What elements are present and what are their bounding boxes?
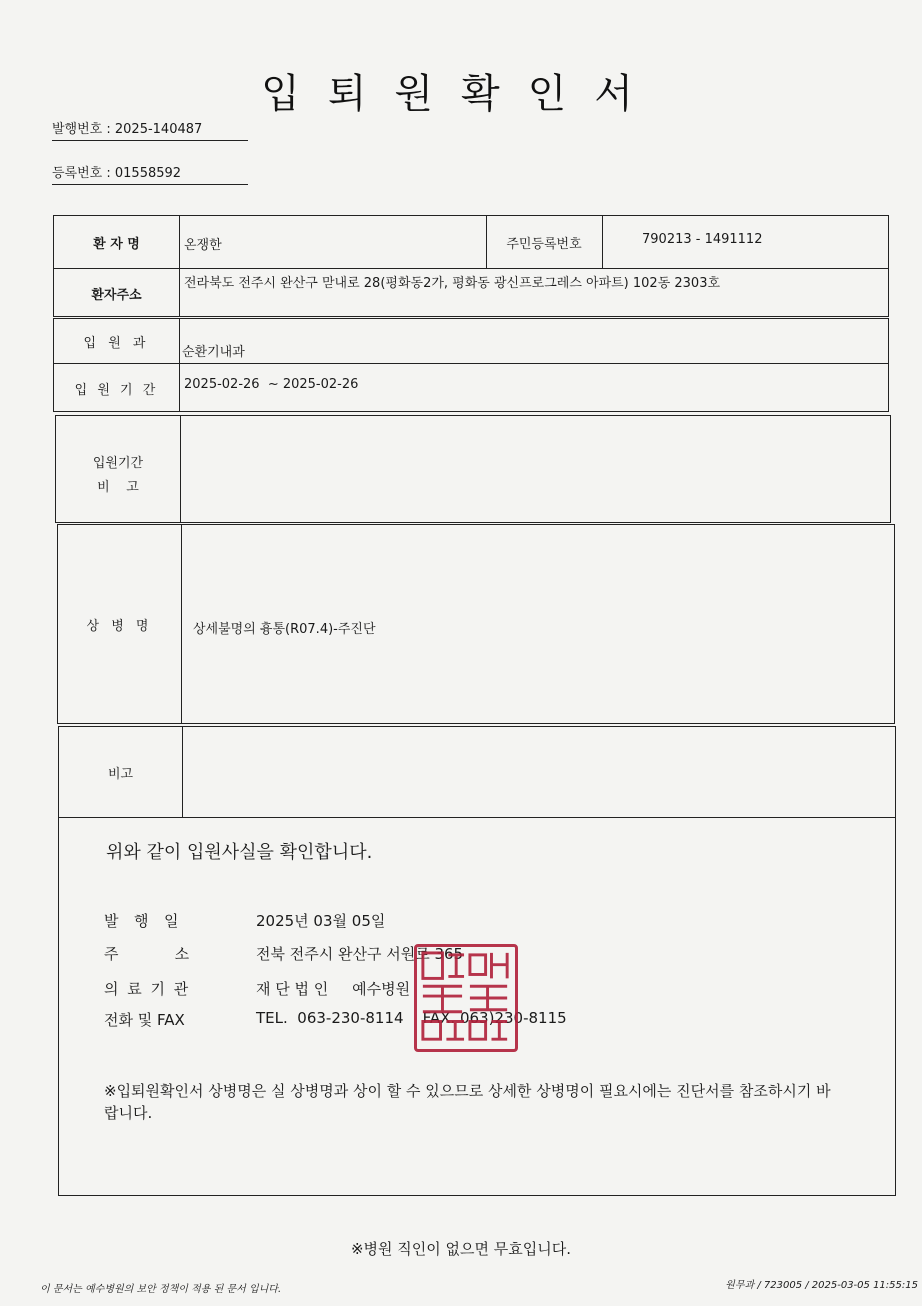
disclaimer-notice: ※입퇴원확인서 상병명은 실 상병명과 상이 할 수 있으므로 상세한 상병명이 필요시에는 진단서를 참조하시기 바랍니다. — [104, 1082, 831, 1122]
period-remarks-label-line2: 비 고 — [97, 480, 139, 495]
institution-label: 의 료 기 관 — [104, 980, 191, 998]
period-remarks-table — [55, 415, 891, 523]
institution-value: 재 단 법 인 예수병원 — [256, 980, 411, 998]
patient-name-label: 환 자 명 — [93, 236, 140, 252]
invalid-without-seal-notice: ※병원 직인이 없으면 무효입니다. — [350, 1240, 571, 1258]
period-remarks-label-line1: 입원기간 — [92, 456, 144, 471]
confirmation-statement: 위와 같이 입원사실을 확인합니다. — [106, 842, 373, 863]
contact-label: 전화 및 FAX — [104, 1011, 185, 1029]
remarks-label: 비고 — [107, 766, 134, 782]
admission-table — [53, 318, 889, 412]
diagnosis-label: 상 병 명 — [86, 618, 153, 634]
document-title: 입퇴원확인서 — [261, 71, 661, 117]
department-value: 순환기내과 — [182, 345, 245, 360]
patient-address: 전라북도 전주시 완산구 맏내로 28(평화동2가, 평화동 광신프로그레스 아파트) 102동 2303호 — [184, 276, 721, 291]
patient-name: 온쟁한 — [184, 238, 222, 253]
patient-table — [53, 215, 889, 317]
seal-mark-icon — [417, 947, 515, 1049]
registration-number: 등록번호 : 01558592 — [52, 162, 248, 185]
rrn-label: 주민등록번호 — [506, 236, 582, 252]
period-remarks-label — [56, 452, 180, 500]
diagnosis-table — [57, 524, 895, 724]
period-value: 2025-02-26 ~ 2025-02-26 — [184, 377, 359, 392]
hospital-address-value: 전북 전주시 완산구 서원로 365 — [256, 945, 464, 963]
diagnosis-value: 상세불명의 흉통(R07.4)-주진단 — [193, 622, 376, 637]
issue-date-label: 발 행 일 — [104, 912, 181, 930]
patient-address-label: 환자주소 — [91, 287, 142, 303]
department-label: 입 원 과 — [83, 335, 150, 351]
hospital-address-label: 주 소 — [104, 945, 192, 963]
hospital-seal-stamp — [414, 944, 518, 1052]
period-label: 입 원 기 간 — [74, 382, 159, 398]
rrn-value: 790213 - 1491112 — [642, 232, 763, 247]
issue-number: 발행번호 : 2025-140487 — [52, 118, 248, 141]
contact-value: TEL. 063-230-8114 FAX. 063)230-8115 — [256, 1009, 567, 1027]
issue-date-value: 2025년 03월 05일 — [256, 912, 386, 930]
print-info: 원무과 / 723005 / 2025-03-05 11:55:15 — [725, 1280, 918, 1291]
security-policy-notice: 이 문서는 예수병원의 보안 정책이 적용 된 문서 입니다. — [40, 1284, 282, 1295]
